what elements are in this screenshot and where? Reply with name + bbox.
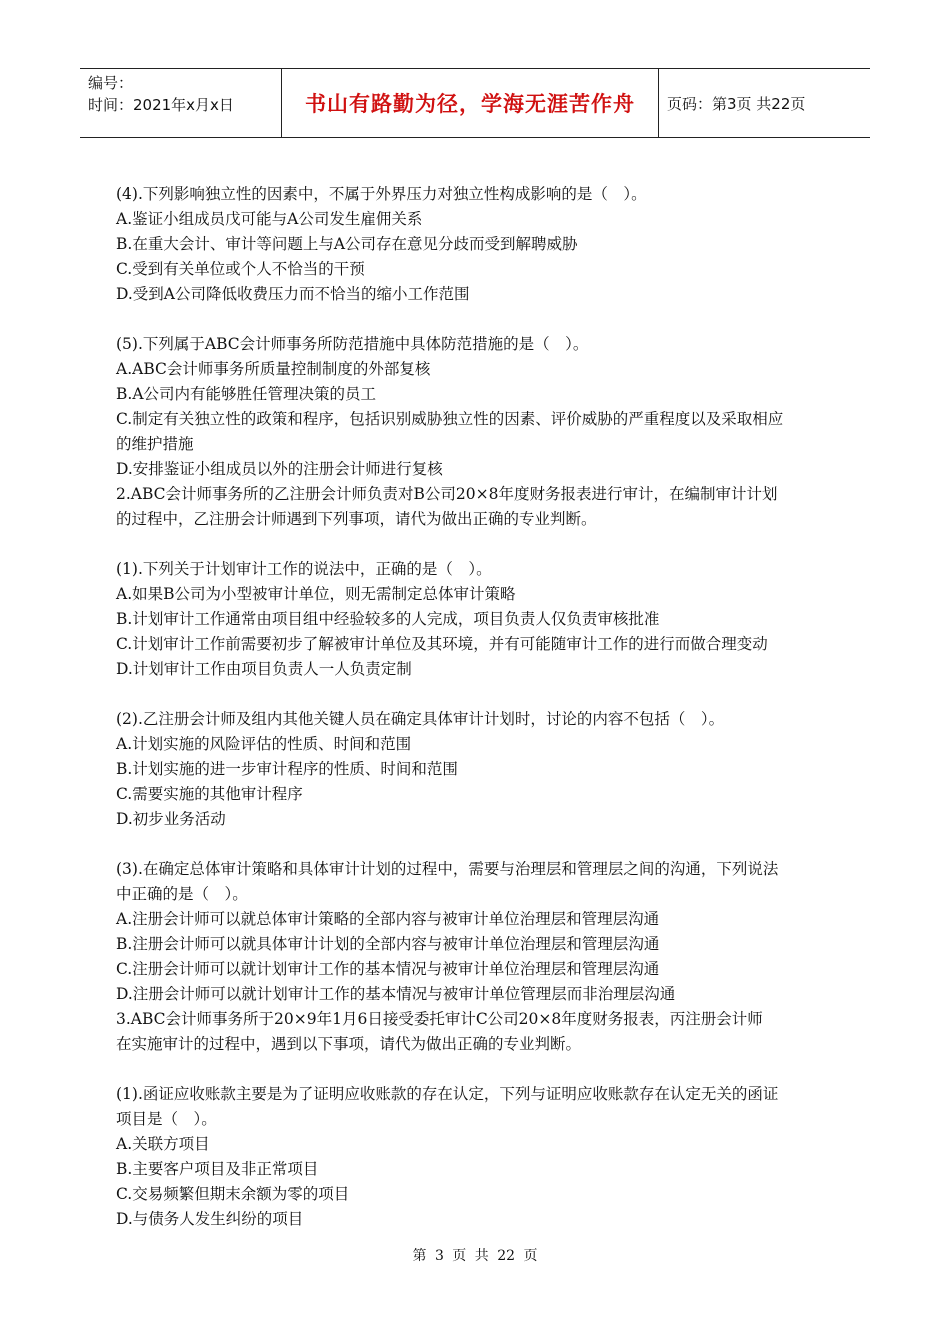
text-line: (5).下列属于ABC会计师事务所防范措施中具体防范措施的是（ ）。 xyxy=(116,335,589,353)
text-line: B.计划实施的进一步审计程序的性质、时间和范围 xyxy=(116,760,458,778)
text-line: A.关联方项目 xyxy=(116,1135,210,1153)
text-line: (2).乙注册会计师及组内其他关键人员在确定具体审计计划时，讨论的内容不包括（ ）。 xyxy=(116,710,725,728)
text-line: D.安排鉴证小组成员以外的注册会计师进行复核 xyxy=(116,460,443,478)
text-line: (1).下列关于计划审计工作的说法中，正确的是（ ）。 xyxy=(116,560,492,578)
header-motto: 书山有路勤为径，学海无涯苦作舟 xyxy=(282,69,659,137)
text-line: 的过程中，乙注册会计师遇到下列事项，请代为做出正确的专业判断。 xyxy=(116,510,597,528)
text-line: 2.ABC会计师事务所的乙注册会计师负责对B公司20×8年度财务报表进行审计，在编制审计计划 xyxy=(116,485,778,503)
header-page-info: 页码：第3页 共22页 xyxy=(667,94,806,113)
text-line: A.注册会计师可以就总体审计策略的全部内容与被审计单位治理层和管理层沟通 xyxy=(116,910,660,928)
page-header xyxy=(80,68,870,138)
text-line: 3.ABC会计师事务所于20×9年1月6日接受委托审计C公司20×8年度财务报表，丙注册会计师 xyxy=(116,1010,763,1028)
text-line: C.注册会计师可以就计划审计工作的基本情况与被审计单位治理层和管理层沟通 xyxy=(116,960,660,978)
text-line: B.在重大会计、审计等问题上与A公司存在意见分歧而受到解聘威胁 xyxy=(116,235,578,253)
blank-line xyxy=(116,307,836,332)
text-line: C.交易频繁但期末余额为零的项目 xyxy=(116,1185,350,1203)
text-line: 中正确的是（ ）。 xyxy=(116,885,248,903)
text-line: D.计划审计工作由项目负责人一人负责定制 xyxy=(116,660,412,678)
text-line: B.主要客户项目及非正常项目 xyxy=(116,1160,319,1178)
text-line: D.受到A公司降低收费压力而不恰当的缩小工作范围 xyxy=(116,285,470,303)
text-line: B.A公司内有能够胜任管理决策的员工 xyxy=(116,385,377,403)
document-body xyxy=(116,182,836,1232)
date-line: 时间：2021年x月x日 xyxy=(88,96,234,114)
text-line: 项目是（ ）。 xyxy=(116,1110,217,1128)
header-meta xyxy=(80,69,282,137)
text-line: C.计划审计工作前需要初步了解被审计单位及其环境，并有可能随审计工作的进行而做合理变动 xyxy=(116,635,768,653)
text-line: 的维护措施 xyxy=(116,435,194,453)
blank-line xyxy=(116,1057,836,1082)
text-line: A.鉴证小组成员戊可能与A公司发生雇佣关系 xyxy=(116,210,423,228)
text-line: A.如果B公司为小型被审计单位，则无需制定总体审计策略 xyxy=(116,585,516,603)
text-line: C.需要实施的其他审计程序 xyxy=(116,785,303,803)
page-footer: 第 3 页 共 22 页 xyxy=(412,1248,538,1264)
text-line: (4).下列影响独立性的因素中，不属于外界压力对独立性构成影响的是（ ）。 xyxy=(116,185,647,203)
text-line: C.受到有关单位或个人不恰当的干预 xyxy=(116,260,365,278)
number-label: 编号： xyxy=(88,74,134,92)
text-line: B.计划审计工作通常由项目组中经验较多的人完成，项目负责人仅负责审核批准 xyxy=(116,610,660,628)
text-line: D.初步业务活动 xyxy=(116,810,226,828)
blank-line xyxy=(116,532,836,557)
text-line: A.ABC会计师事务所质量控制制度的外部复核 xyxy=(116,360,431,378)
text-line: D.注册会计师可以就计划审计工作的基本情况与被审计单位管理层而非治理层沟通 xyxy=(116,985,676,1003)
text-line: (3).在确定总体审计策略和具体审计计划的过程中，需要与治理层和管理层之间的沟通，下列说法 xyxy=(116,860,779,878)
text-line: C.制定有关独立性的政策和程序，包括识别威胁独立性的因素、评价威胁的严重程度以及采取相应 xyxy=(116,410,784,428)
text-line: B.注册会计师可以就具体审计计划的全部内容与被审计单位治理层和管理层沟通 xyxy=(116,935,660,953)
text-line: A.计划实施的风险评估的性质、时间和范围 xyxy=(116,735,412,753)
text-line: D.与债务人发生纠纷的项目 xyxy=(116,1210,304,1228)
text-line: (1).函证应收账款主要是为了证明应收账款的存在认定，下列与证明应收账款存在认定无关的函证 xyxy=(116,1085,779,1103)
text-line: 在实施审计的过程中，遇到以下事项，请代为做出正确的专业判断。 xyxy=(116,1035,582,1053)
blank-line xyxy=(116,682,836,707)
blank-line xyxy=(116,832,836,857)
